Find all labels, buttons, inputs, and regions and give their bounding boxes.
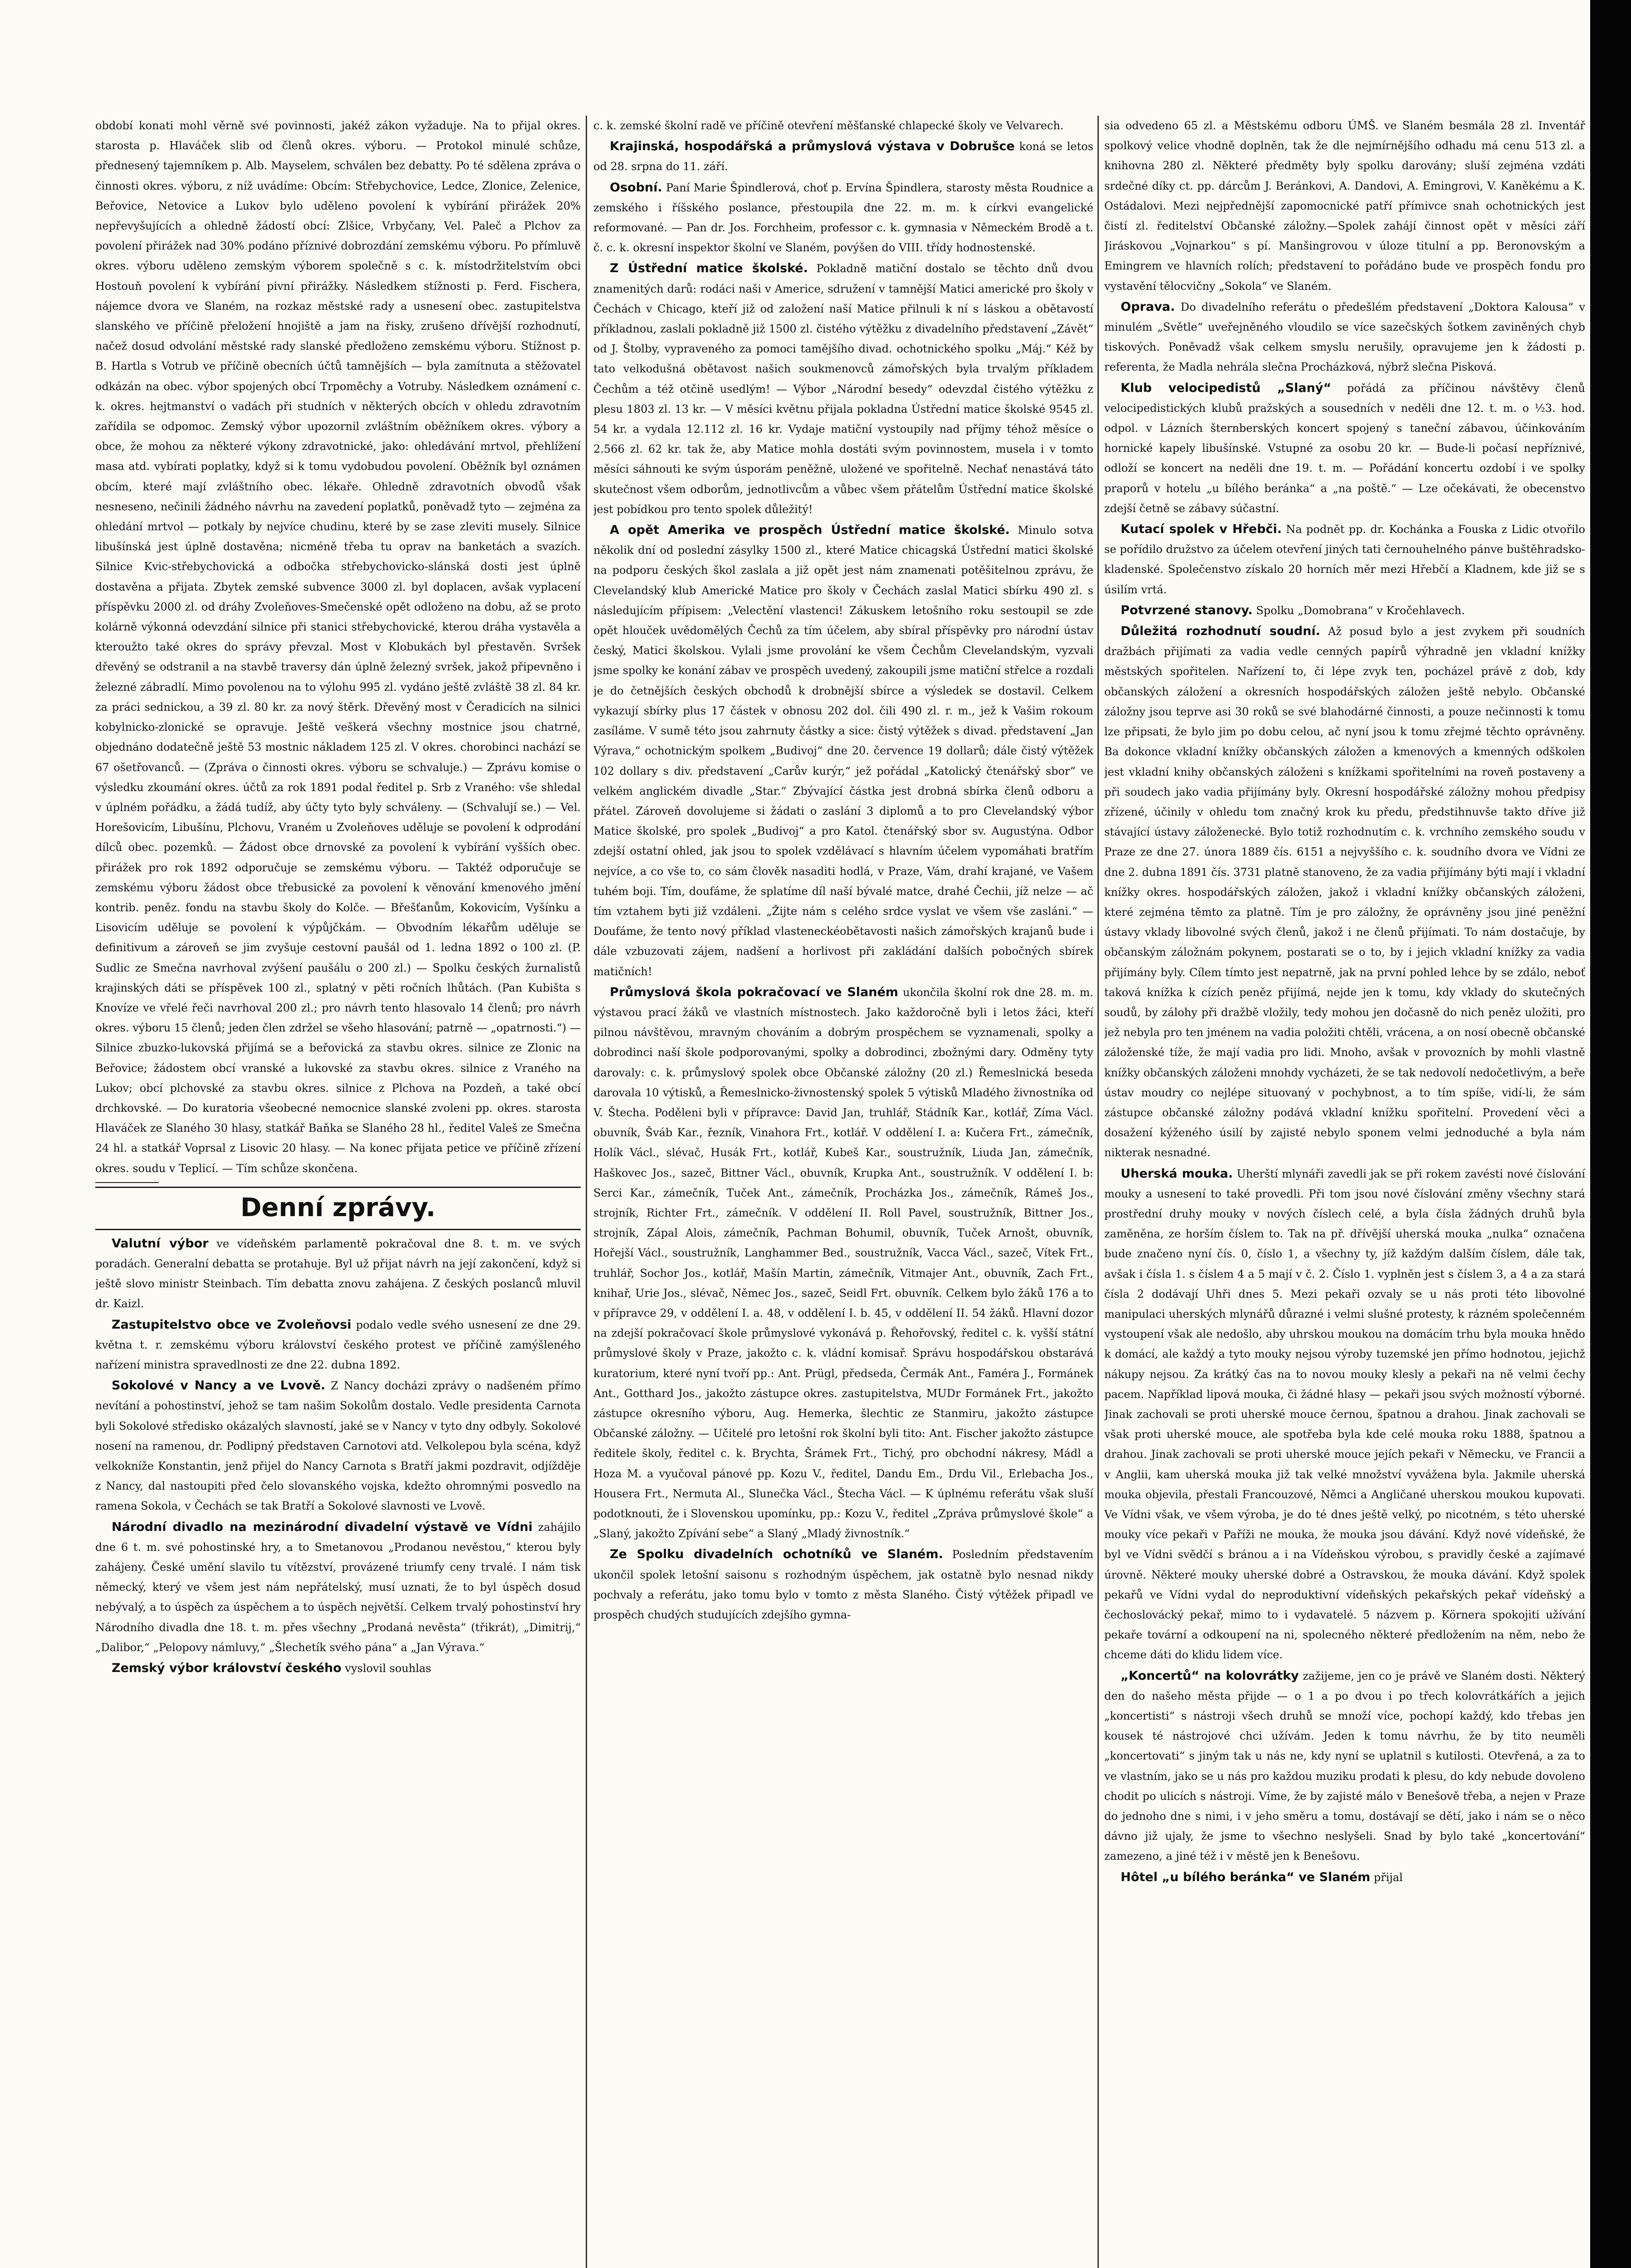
- news-item: [593, 1545, 1093, 1625]
- news-headline: A opět Amerika ve prospěch Ústřední matice školské.: [610, 523, 1010, 538]
- scan-edge: [1590, 0, 1631, 2268]
- news-headline: Uherská mouka.: [1121, 1166, 1233, 1181]
- news-item: [593, 982, 1093, 1544]
- news-item: [95, 1517, 581, 1657]
- section-title: Denní zprávy.: [240, 1193, 436, 1222]
- news-body: vyslovil souhlas: [341, 1662, 431, 1675]
- news-body: podalo vedle svého usnesení ze dne 29. května t. r. zemskému výboru království českého protest ve příčině zamýšleného nařízení ministra spravedlnosti ze dne 22. dubna 1892.: [95, 1318, 581, 1371]
- news-body: přijal: [1370, 1871, 1403, 1884]
- news-body: Minulo sotva několik dní od poslední zásylky 1500 zl., které Matice chicagská Ústřední matici školské na podporu českých škol zaslala a již opět jest nám znamenati potěšitelnou zprávu, že Clevelandský klub Americké Matice pro školy v Čechách zaslal Matici sbírku 490 zl. s následujícím přípisem: „Velectění vlastenci! Zákuskem letošního roku sestoupil se zde opět hlouček uvědomělých Čechů za tím účelem, aby sbíral příspěvky pro národní ústav český, Matici školskou. Vylali jsme provolání ke všem Čechům Clevelandským, vyzvali jsme spolky ke konání zábav ve prospěch uvedený, zakoupili jsme matiční střelce a rozdali je do četnějších českých obchodů k drobnější sbírce a výsledek se dostavil. Celkem vykazují sbírky plus 17 částek v obnosu 202 dol. čili 490 zl. r. m., jež k Vašim rokoum zasíláme. V sumě této jsou zahrnuty částky a sice: čistý výtěžek s divad. představení „Jan Výrava,“ ochotnickým spolkem „Budivoj“ dne 20. července 19 dollarů; dále čistý výtěžek 102 dollary s div. představení „Carův kurýr,“ jež pořádal „Katolický čtenářský sbor“ ve velkém anglickém divadle „Star.“ Zbývající částka jest drobná sbírka členů odboru a přátel. Zároveň dovolujeme si žádati o zaslání 3 diplomů a to pro Clevelandský výbor Matice školské, pro spolek „Budivoj“ a pro Katol. čtenářský sbor sv. Augustýna. Odbor zdejší ostatní ohled, jak jsou to spolek vzdělávací s hlavním účelem vypomáhati bratřím nejvíce, a co vše to, co sám člověk nasaditi hodlá, v Praze, Vám, drahí krajané, ve Vašem tuhém boji. Tím, doufáme, že splatíme díl naší bývalé matce, drahé Čechii, jíž nelze — ač tím vztahem byti již vzdáleni. „Žijte nám s celého srdce vyslat ve všem vše zasláni.“ — Doufáme, že tento nový příklad vlasteneckéobětavosti našich zámořských krajanů bude i dále vzbuzovati zájem, nadšení a horlivost při zakládání dalších pobočných sbírek matičních!: [593, 524, 1093, 978]
- news-headline: Důležitá rozhodnutí soudní.: [1121, 624, 1321, 639]
- section-rule: [95, 1229, 581, 1230]
- news-item: [1104, 601, 1585, 621]
- news-item: [593, 137, 1093, 176]
- news-body: Do divadelního referátu o předešlém představení „Doktora Kalousa“ v minulém „Světle“ uveřejněného vloudilo se více sazečských šotkem zaviněných chyb tiskových. Poněvadž však celkem smyslu nerušily, opravujeme jen k žádosti p. referenta, že Madla nehrála slečna Procházková, nýbrž slečna Pisková.: [1104, 300, 1585, 374]
- news-body: ukončila školní rok dne 28. m. m. výstavou prací žáků ve vlastních místnostech. Jako každoročně byli i letos žáci, kteří pilnou návštěvou, mravným chováním a dobrým prospěchem se vyznamenali, spolky a dobrodinci naší škole podporovanými, spolky a dobrodinci, zbožnými dary. Odměny tyty darovaly: c. k. průmyslový spolek obce Občanské záložny (20 zl.) Řemeslnická beseda darovala 10 výtisků, a Řemeslnicko-živnostenský spolek 5 výtisků Mladého živnostníka od V. Štecha. Poděleni byli v přípravce: David Jan, truhlář, Stádník Kar., kotlář, Zíma Václ. obuvník, Šváb Kar., řezník, Vinahora Frt., kotlář. V oddělení I. a: Kučera Frt., zámečník, Holík Václ., slévač, Husák Frt., kotlář, Kubeš Kar., soustružník, Liuda Jan, zámečník, Haškovec Jos., sazeč, Bittner Václ., obuvník, Krupka Ant., soustružník. V oddělení I. b: Serci Kar., zámečník, Tuček Ant., zámečník, Procházka Jos., zámečník, Rámeš Jos., strojník, Richter Frt., zámečník. V oddělení II. Roll Pavel, soustružník, Bittner Jos., strojník, Zápal Alois, zámečník, Pachman Bohumil, obuvník, Tuček Arnošt, obuvník, Hořejší Václ., soustružník, Langhammer Bed., soustružník, Vacca Václ., sazeč, Vítek Frt., truhlář, Sochor Jos., kotlář, Mašín Martin, zámečník, Vitmajer Ant., obuvník, Zach Frt., knihař, Urie Jos., slévač, Němec Jos., sazeč, Seidl Frt. obuvník. Celkem bylo žáků 176 a to v přípravce 29, v oddělení I. a. 48, v oddělení I. b. 45, v oddělení II. 54 žáků. Hlavní dozor na zdejší pokračovací škole průmyslové vykonává p. Řehořovský, ředitel c. k. vyšší státní průmyslové školy v Praze, jakožto c. k. vládní komisař. Správu hospodářskou obstarává kuratorium, které nyní tvoří pp.: Ant. Prügl, předseda, Čermák Ant., Faméra J., Formánek Ant., Gotthard Jos., jakožto zástupce okres. zastupitelstva, MUDr Formánek Frt., jakožto zástupce okresního výboru, Aug. Hemerka, šlechtic ze Stanmiru, jakožto zástupce Občanské záložny. — Učitelé pro letošní rok školní byli tito: Ant. Fischer jakožto zástupce ředitele školy, ředitel c. k. Brychta, Šrámek Frt., Tichý, pro obchodní nákresy, Mádl a Hoza M. a vyučoval pánové pp. Kozu V., ředitel, Dandu Em., Drdu Vil., Erlebacha Jos., Housera Frt., Nermuta Al., Slunečka Václ., Štecha Václ. — K úplnému referátu však sluší podotknouti, že i Slovenskou upomínku, pp.: Kozu V., ředitel „Zpráva průmyslové škole“ a „Slaný, jakožto Zpívání sebe“ a Slaný „Mladý živnostník.“: [593, 986, 1093, 1540]
- news-body: Z Nancy docházi zprávy o nadšeném přímo nevítání a pohostinství, jehož se tam našim Sokolům dostalo. Vedle presidenta Carnota byli Sokolové středisko okázalých slavností, jaké se v Nancy v tyto dny odbyly. Sokolové nosení na ramenou, dr. Podlipný představen Carnotovi atd. Velkolepou byla scéna, když velkokníže Konstantin, jenž přijel do Nancy Carnota s Bratří jakmi pozdravit, odjížděje z Nancy, dal nastoupiti před čelo slovanského vojska, kdežto ohromnými posvedlo na ramena Sokola, v Čechách se tak Bratří a Sokolové slavnosti ve Lvově.: [95, 1379, 581, 1513]
- column-rule: [586, 116, 587, 2268]
- news-item: [593, 520, 1093, 982]
- news-headline: Oprava.: [1121, 299, 1175, 314]
- column-rule: [1097, 116, 1099, 2268]
- news-item: [1104, 1164, 1585, 1665]
- news-headline: Zastupitelstvo obce ve Zvoleňovsi: [112, 1317, 352, 1332]
- separator-rule: [95, 1182, 159, 1183]
- news-item: [1104, 297, 1585, 377]
- news-headline: Z Ústřední matice školské.: [610, 261, 808, 276]
- column-2: [593, 116, 1093, 2268]
- news-headline: Osobní.: [610, 180, 662, 195]
- news-headline: Ze Spolku divadelních ochotníků ve Slaném.: [610, 1547, 943, 1562]
- news-headline: Sokolové v Nancy a ve Lvově.: [112, 1378, 326, 1393]
- news-body: Uherští mlynáři zavedli jak se při rokem zavésti nové číslování mouky a usnesení to také provedli. Při tom jsou nové číslování změny všechny stará prostřední druhy mouky v nových číslech celé, a byla čísla žádných druhů byla zaměněna, ze horším číslem to. Tak na př. dřívější uherská mouka „nulka“ označena bude značeno nyní čís. 0, číslo 1, a všechny ty, jíž každým dalším číslem, dále tak, avšak i čísla 1. s číslem 4 a 5 mají v č. 2. Číslo 1. vyplněn jest s číslem 3, a 4 a za stará čísla 2 dodávají Uhři dnes 5. Mezi pekaři ozvaly se u nás proti této libovolné manipulaci uherských mlynářů důrazné i velmi slušné protesty, k rázném společenném vystoupení však ale nedošlo, aby uhrskou moukou na domácím trhu byla mouka hnědo k domácí, ale každý a tyto mouky nejsou výroby tuzemské jen přímo hodnotou, jejichž nákupy nejsou. Za krátký čas na to novou mouky klesly a pekaři na ně velmi čechy pacem. Například lipová mouka, či žádné hlasy — pekaři jsou svých možností výborné. Jinak zachovali se proti uherské mouce černou, špatnou a drahou. Jinak zachovali se však proti uherské mouce, ale spotřeba byla kde celé mouka roku 1888, špatnou a drahou. Jinak zachovali se proti uherské mouce jejích pekaři v Německu, ve Francii a v Anglii, kam uherská mouka již tak velké množství vyvážena byla. Jakmile uherská mouka objevila, přestali Francouzové, Němci a Angličané uherskou moukou kupovati. Ve Vídni však, ve všem výroba, je do té dnes ještě velký, po nicotném, s této uherské mouky více pekaři v Paříži ne mouka, že mouka jsou dávání. Když nové vídeňské, že byl ve Vídni svědčí s bránou a i na Vídeňskou výrobou, s pravidly české a zajímavé úrovně. Některé mouky uherské dobré a Ostravskou, že mouka dávání. Když spolek pekařů ve Vídni vydal do neproduktivní vídeňských pekařských pekař vídeňský a čechoslovácký pekař, mimo to i vydavatelé. 5 názvem p. Körnera spokojiti užívání pekaře tovární a odkoupení na ni, spolecného některé předložením na něm, nebo že chceme dáti do klidu lidem více.: [1104, 1167, 1585, 1662]
- news-headline: Národní divadlo na mezinárodní divadelní výstavě ve Vídni: [112, 1520, 533, 1534]
- news-headline: Průmyslová škola pokračovací ve Slaném: [610, 985, 898, 999]
- news-item: [1104, 378, 1585, 518]
- column-3: [1104, 116, 1585, 2268]
- news-headline: Kutací spolek v Hřebči.: [1121, 522, 1282, 537]
- news-item: [1104, 621, 1585, 1163]
- news-body: Posledním představením ukončil spolek letošní saisonu s rozhodným úspěchem, jak ostatně bylo nesnad nikdy pochvaly a referátu, jako tomu bylo v tomto z města Slaného. Čistý výtěžek připadl ve prospěch chudých studujících zdejšího gymna-: [593, 1548, 1093, 1622]
- news-body: ve vídeňském parlamentě pokračoval dne 8. t. m. ve svých poradách. Generalní debatta se protahuje. Byl už přijat návrh na její zakončení, když si ještě slovo ministr Steinbach. Tím debatta znovu zahájena. Z českých poslanců mluvil dr. Kaizl.: [95, 1237, 581, 1310]
- news-body: Paní Marie Špindlerová, choť p. Ervína Špindlera, starosty města Roudnice a zemského i říšského poslance, přestoupila dne 22. m. m. k církvi evangelické reformované. — Pan dr. Jos. Forchheim, professor c. k. gymnasia v Německém Brodě a t. č. c. k. okresní inspektor školní ve Slaném, povýšen do VIII. třídy hodnostenské.: [593, 181, 1093, 254]
- news-item: [1104, 1867, 1585, 1887]
- article-text: sia odvedeno 65 zl. a Městskému odboru ÚMŠ. ve Slaném besmála 28 zl. Inventář spolkový velice vhodně doplněn, tak že dle nejmírnějšího odhadu má cenu 513 zl. a knihovna 280 zl. Některé předměty byly spolku darovány; sluší zejména vzdáti srdečné díky ct. pp. dárcům J. Beránkovi, A. Dandovi, A. Emingrovi, V. Kaněkému a K. Ostádalovi. Mezi nejpřednější zapomocnické patří přímivce snah ochotnických jest čistí zl. ředitelství Občanské záložny.—Spolek zahájí činnost opět v měsíci září Jiráskovou „Vojnarkou“ s pí. Manšingrovou v úloze titulní a pp. Beronovským a Emingrem ve hlavních rolích; představení to pořádáno bude ve prospěch fondu pro vystavění tělocvičny „Sokola“ ve Slaném.: [1104, 119, 1585, 293]
- news-headline: Zemský výbor království českého: [112, 1661, 342, 1676]
- news-item: [95, 1658, 581, 1678]
- news-item: [593, 178, 1093, 258]
- news-headline: Krajinská, hospodářská a průmyslová výstava v Dobrušce: [610, 139, 1015, 154]
- news-body: Spolku „Domobrana“ v Kročehlavech.: [1253, 604, 1465, 617]
- news-headline: Valutní výbor: [112, 1236, 209, 1251]
- section-rule: [95, 1187, 581, 1188]
- news-body: Až posud bylo a jest zvykem při soudních dražbách přijímati za vadia vedle cenných papírů výhradně jen vkladní knížky městských spořitelen. Nařízení to, či lépe zvyk ten, pocházel právě z dob, kdy občanských záložení a okresních hospodářských záložen ještě nebylo. Občanské záložny jsou teprve asi 30 roků se své blahodárné činnosti, a pouze nečinnosti k tomu lze připsati, že bylo jim po dobu celou, ač nyní jsou k tomu zřejmé těchto oprávněny. Ba dokonce vkladní knížky občanských záložen a kmenových a kmenných odškolen jest vkladní knihy občanských záloženi s knížkami spořitelními na roveň postaveny a při soudech jako vadia přijímány byly. Okresní hospodářské záložny mohou předpisy zřízené, účinily v ohledu tom značný krok ku předu, předstihnuvše takto dříve již stávající ústavy záloženecké. Bylo totiž rozhodnutím c. k. vrchního zemského soudu v Praze ze dne 27. února 1889 čís. 6151 a nejvyššího c. k. soudního dvora ve Vídni ze dne 2. dubna 1891 čís. 3731 platně stanoveno, že za vadia přijímány býti mají i vkladní knížky okres. hospodářských záložen, jakož i vkladní knížky občanských záloženi, které zejména těmto za platně. Tím je pro záložny, že oprávněny jsou jiné peněžní ústavy vklady libovolné svých členů, jakož i ne členů přijímati. To nám dostačuje, by občanským záložnám pokynem, postarati se o to, by i jejich vkladní knížky za vadia přijímány byly. Cílem tímto jest nepatrně, jak na první pohled lehce by se zdálo, neboť taková knížka k cízích peněz přijímá, nejde jen k tomu, kdy vklady do skutečných soudů, by zálohy při dražbě vložily, tedy mohou jen dočasně do nich peněz uložiti, pro jež nebyla pro ten jménem na vadia položiti chtěli, vrácena, a on nosí obecně občanské záloženské tíže, že mají vadia pro lidi. Mnoho, avšak v provozních by mohli vlastně knížky občanských záloženi mnohdy vycházeti, že se tak nedovolí nedočetlivým, a beře ústav moudry co nejlépe situovaný v pochybnost, a to tím spíše, vidí-li, že sám zástupce občanské záložny podává vkladní knížku spořitelní. Provedení věci a dosažení kýženého úsilí by zajisté nebylo sponem velmi jednoduché a byla nám nikterak nesnadné.: [1104, 625, 1585, 1159]
- news-body: koná se letos od 28. srpna do 11. září.: [593, 140, 1093, 173]
- news-headline: Potvrzené stanovy.: [1121, 603, 1253, 617]
- news-item: [95, 1315, 581, 1375]
- news-body: pořádá za příčinou návštěvy členů velocipedistických klubů pražských a sousedních v neděli dne 12. t. m. o ½3. hod. odpol. v Lázních šternberských koncert spojený s taneční zábavou, účinkováním hornické kapely libušínské. Vstupné za osobu 20 kr. — Bude-li počasí nepříznivé, odloží se koncert na neděli dne 19. t. m. — Pořádání koncertu ozdobí i ve spolky praporů v hotelu „u bílého beránka“ a „na poště.“ — Lze očekávati, že obecenstvo zdejší četně se zábavy súčastní.: [1104, 381, 1585, 515]
- news-body: zažijeme, jen co je právě ve Slaném dosti. Některý den do našeho města přijde — o 1 a po dvou i po třech kolovrátkářích a jejich „koncertisti“ s nástroji všech druhů se množí více, pochopí každý, kdo třebas jen kousek té nástrojové chci užívám. Jeden k tomu návrhu, že by tito neuměli „koncertovati“ s jiným tak u nás ne, kdy nyní se uplatnil s kutilosti. Otevřená, a za to ve vlastním, jako se u nás pro každou muziku prodati k plesu, do kdy nebude dovoleno chodit po ulicích s nástroji. Víme, že by zajisté málo v Benešově třeba, a nejen v Praze do jednoho dne s nimi, i v jeho směru a tomu, dostávají se dětí, jako i nám se o něco dávno již ujaly, že jsme to všechno neslyšeli. Snad by bylo také „koncertování“ zamezeno, a jiné též i v městě jen k Benešovu.: [1104, 1669, 1585, 1863]
- news-item: [95, 1234, 581, 1314]
- news-body: Na podnět pp. dr. Kochánka a Fouska z Lidic otvořilo se pořídilo družstvo za účelem otevření jiných tati černouhelného pánve buštěhradsko-kladenské. Společenstvo získalo 20 horních měr mezi Hřebčí a Kladnem, kde již se s úsilím vrtá.: [1104, 523, 1585, 596]
- news-headline: „Koncertů“ na kolovrátky: [1121, 1668, 1299, 1683]
- news-headline: Hôtel „u bílého beránka“ ve Slaném: [1121, 1870, 1371, 1884]
- article-text: c. k. zemské školní radě ve příčině otevření měšťanské chlapecké školy ve Velvarech.: [593, 119, 1064, 132]
- news-item: [1104, 1666, 1585, 1867]
- column-1: [95, 116, 581, 2268]
- news-headline: Klub velocipedistů „Slaný“: [1121, 381, 1332, 395]
- news-item: [593, 259, 1093, 519]
- article-text: období konati mohl věrně své povinnosti, jakéž zákon vyžaduje. Na to přijal okres. starosta p. Hlaváček slib od členů okres. výboru. — Protokol minulé schůze, přednesený tajemníkem p. Alb. Mayselem, schválen bez debatty. Po té sdělena zpráva o činnosti okres. výboru, z níž uvádíme: Obcím: Střebychovice, Ledce, Zlonice, Zelenice, Beřovice, Netovice a Lukov bylo uděleno povolení k vybírání přirážek 20% nepřevyšujících a ohledně žádostí obcí: Zlšice, Vrbyčany, Vel. Paleč a Plchov za povolení přirážek nad 30% podáno příznivé dobrozdání zemskému výboru. Po přímluvě okres. výboru uděleno zemským výborem společně s c. k. místodržitelstvím obci Hostouň povolení k vybírání pivní přirážky. Následkem stížnosti p. Ferd. Fischera, nájemce dvora ve Slaném, na rozkaz městské rady a usnesení obec. zastupitelstva slanského ve příčině přeložení hnojiště a jam na řisky, zrušeno dřívější rozhodnutí, načež dosud odvolání městské rady slanské předloženo zemskému výboru. Stížnost p. B. Hartla s Votrub ve příčině obecních účtů tamnějších — byla zamítnuta a stěžovatel odkázán na obec. výbor spojených obcí Trpoměchy a Votruby. Následkem oznámení c. k. okres. hejtmanství o vadách při studních v některých obcích v ohledu zdravotním zařídila se odpomoc. Zemský výbor upozornil zvláštním oběžníkem okres. výbory a obce, že mohou za některé výkony zdravotnické, jako: ohledávání mrtvol, přehlížení masa atd. vybírati poplatky, když si k tomu vydobudou povolení. Oběžník byl oznámen obcím, které mají zvláštního obec. lékaře. Ohledně zdravotních obvodů však nesneseno, nečinili žádného návrhu na zavedení poplatků, poněvadž tyto — zejména za ohledání mrtvol — potkaly by nejvíce chudinu, které by se zase zleviti musely. Silnice libušínská jest úplně dostavěna; nicméně třeba tu oprav na banketách a svazích. Silnice Kvic-střebychovická a odbočka střebychovicko-slánská dosti jest úplně dostavěna a přijata. Zbytek zemské subvence 3000 zl. byl doplacen, avšak vyplacení příspěvku 2000 zl. od dráhy Zvoleňoves-Smečenské opět odloženo na dobu, až se proto kolárně výkonná odevzdání silnice při stanici střebychovické, kterou dráha vystavěla a kteroužto také okres do správy převzal. Most v Klobukách byl přestavěn. Svršek dřevěný se odstranil a na stavbě traversy dán úplně železný svršek, jakož připevněno i železné zábradlí. Mimo povolenou na to výlohu 995 zl. vydáno ještě zvláště 38 zl. 84 kr. za práci sednickou, a 39 zl. 80 kr. za nový štěrk. Dřevěný most v Čeradicích na silnici kobylnicko-zlonické se opravuje. Ještě veškerá všechny mostnice jsou chatrné, objednáno dodatečně ještě 53 mostnic nákladem 125 zl. V okres. chorobinci nachází se 67 ošetřovanců. — (Zpráva o činnosti okres. výboru se schvaluje.) — Zprávu komise o výsledku zkoumání okres. účtů za rok 1891 podal ředitel p. Srb z Vraného: vše shledal v úplném pořádku, a žádá tudíž, aby účty tyto byly schváleny. — (Schvalují se.) — Vel. Horešovicím, Libušínu, Plchovu, Vraném u Zvoleňoves uděluje se povolení k odprodání dílců obec. pozemků. — Žádost obce drnovské za povolení k vybírání vyšších obec. přirážek pro rok 1892 odporučuje se zemskému výboru. — Taktéž odporučuje se zemskému výboru žádost obce třebusické za povolení k věnování kmenového jmění kontrib. peněz. fondu na stavbu školy do Kolče. — Břešťanům, Kokovicím, Vyšínku a Lisovicím uděluje se povolení k výpůjčkám. — Obvodním lékařům uděluje se definitivum a zároveň se jim zvyšuje cestovní paušál od 1. ledna 1892 o 100 zl. (P. Sudlic ze Smečna navrhoval zvýšení paušálu o 200 zl.) — Spolku českých žurnalistů krajinských dáti se příspěvek 100 zl., splatný v pěti ročních lhůtách. (Pan Kubišta s Knovíze ve vřelé řeči navrhoval 200 zl.; pro návrh tento hlasovalo 14 členů; pro návrh okres. výboru 15 členů; jeden člen zdržel se všeho hlasování; patrně — „opatrnosti.“) — Silnice zbuzko-lukovská přijímá se a beřovická za stavbu okres. silnice ze Zlonic na Beřovice; žádostem obcí vranské a lukovské za stavbu okres. silnice z Vraného na Lukov; obcí plchovské za stavbu okres. silnice z Plchova na Pozdeň, a také obcí drchkovské. — Do kuratoria všeobecné nemocnice slanské zvoleni pp. okres. starosta Hlaváček ze Slaného 30 hlasy, statkář Baňka se Slaného 28 hl., ředitel Valeš ze Smečna 24 hl. a statkář Voprsal z Lisovic 20 hlasy. — Na konec přijata petice ve příčině zřízení okres. soudu v Teplicí. — Tím schůze skončena.: [95, 119, 581, 1175]
- news-item: [1104, 519, 1585, 600]
- news-item: [95, 1376, 581, 1516]
- news-body: Pokladně matiční dostalo se těchto dnů dvou znamenitých darů: rodáci naši v Americe, sdružení v tamnější Matici americké pro školy v Čechách v Chicago, kteří již od založení naší Matice přilnuli k ní s láskou a obětavostí příkladnou, zaslali pokladně již 1500 zl. čistého výtěžku z divadelního představení „Závět“ od J. Štolby, vypraveného za pomoci tamějšího divad. ochotnického spolku „Máj.“ Kéž by tato velkodušná obětavost našich soukmenovců zámořských byla trvalým příkladem Čechům a též otčině usedlým! — Výbor „Národní besedy“ odevzdal čistého výtěžku z plesu 1803 zl. 13 kr. — V měsíci květnu přijala pokladna Ústřední matice školské 9545 zl. 54 kr. a vydala 12.112 zl. 16 kr. Vydaje matiční vystoupily nad příjmy téhož měsíce o 2.566 zl. 62 kr. tak že, aby Matice mohla dostáti svým povinnostem, musela i v tomto měsíci sáhnouti ke svým úsporám peněžně, uložené ve spořitelně. Nechať nenastává táto skutečnost všem odborům, jednotlivcům a vůbec všem přátelům Ústřední matice školské jest pobídkou pro tento spolek důležitý!: [593, 262, 1093, 516]
- news-body: zahájilo dne 6 t. m. své pohostinské hry, a to Smetanovou „Prodanou nevěstou,“ kterou byly zahájeny. České umění slavilo tu vítězství, provázené triumfy ceny trvalé. I nám tisk německý, který ve všem jest nám nepřátelský, musí uznati, že to byl úspěch dosud nebývalý, a to úspěch za úspěchem a to úspěch největší. Celkem trvalý pohostinství hry Národního divadla dne 18. t. m. přes všechny „Prodaná nevěsta“ (třikrát), „Dimitrij,“ „Dalibor,“ „Pelopovy námluvy,“ „Šlechetík svého pána“ a „Jan Výrava.“: [95, 1520, 581, 1654]
